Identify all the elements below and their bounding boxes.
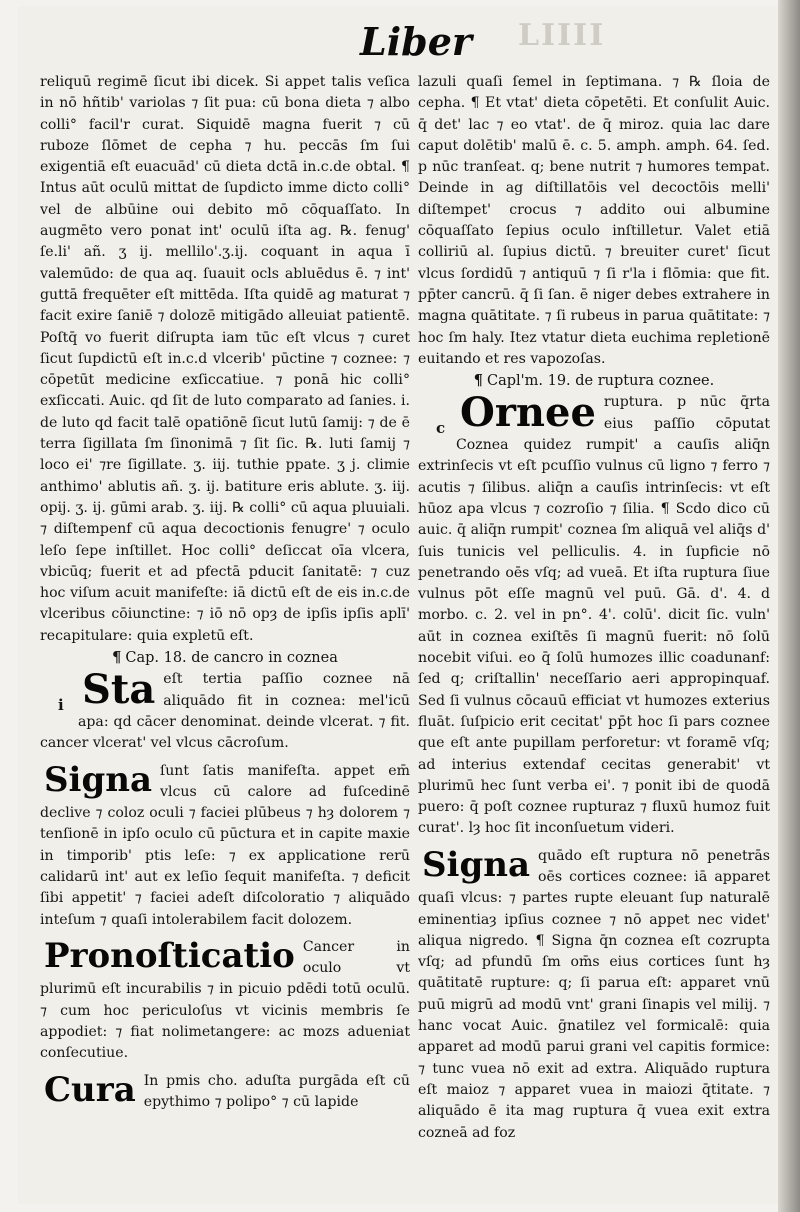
chapter-18-block	[40, 666, 410, 754]
left-column	[40, 72, 410, 1113]
right-column	[418, 72, 770, 1144]
cura-section	[40, 1071, 410, 1114]
right-opening-paragraph: lazuli quaſi ſemel in ſeptimana. ⁊ ℞ ſloia de cepha. ¶ Et vtat' dieta cōpetēti. Et conſulit Auic. q̄ det' lac ⁊ eo vtat'. de q̄ miroz. quia lac dare caput dolētib' malū ē. c. 5. amph. amph. 64. ſed. p nūc tranſeat. q; bene nutrit ⁊ humores tempat. Deinde in ag diſtillatōis vel decoctōis melli' diſtempet' crocus ⁊ addito oui albumine cōquaſſato ſepius oculo inſtilletur. Valet etiā colliriū al. ſupius dictū. ⁊ breuiter curet' ſicut vlcus ſordidū ⁊ antiquū ⁊ ſi r'la i flōmia: que fit. pp̄ter cancrū. q̄ ſi ſan. ē niger debes extrahere in magna quātitate. ⁊ ſi rubeus in parua quātitate: ⁊ hoc ſm haly. Itez vtatur dieta euchima repletionē euitando et res vapozoſas.	[418, 74, 770, 367]
drop-heading-signa: Signa	[44, 759, 152, 800]
chapter-19-block	[418, 389, 770, 839]
signa-paragraph-1: ſunt ſatis manifeſta. appet em̄ vlcus cū calore ad fuſcedinē declive ⁊ coloz oculi ⁊ faciei plūbeus ⁊ hȝ dolorem ⁊ tenſionē in ipſo oculo cū pūctura et in capite maxie in timporib' ptis leſe: ⁊ ex applicatione rerū calidarū int' aut ex leſio ſequit manifeſta. ⁊ deficit ſibi appetit' ⁊ faciei adeſt diſcoloratio ⁊ aliquādo inteſum ⁊ quaſi intolerabilem facit dolozem.	[40, 762, 410, 928]
prognostic-paragraph: Cancer in oculo vt plurimū eſt incurabilis ⁊ in picuio pdēdi totū oculū. ⁊ cum hoc periculoſus vt vicinis membris ſe appodiet: ⁊ fiat nolimetangere: ac mozs adueniat conſecutiue.	[40, 938, 410, 1062]
drop-heading-pronosticatio: Pronoſticatio	[44, 935, 295, 976]
book-gutter	[778, 0, 800, 1212]
signa-section-2	[418, 846, 770, 1144]
drop-heading-signa: Signa	[422, 844, 530, 885]
chapter-18-title: Cap. 18. de cancro in coznea	[125, 650, 338, 667]
pilcrow-icon: ¶	[473, 372, 483, 390]
chapter-19-title: Capl'm. 19. de ruptura coznee.	[486, 373, 715, 390]
cura-paragraph: In pmis cho. aduſta purgāda eſt cū epythimo ⁊ polipo° ⁊ cū lapide	[143, 1072, 410, 1110]
running-head: Liber	[360, 19, 472, 64]
drop-cap-ornee: Ornee	[460, 389, 596, 437]
left-opening-paragraph: reliquū regimē ſicut ibi dicek. Si appet talis veſica in nō hñtib' variolas ⁊ ſit pua: cū bona dieta ⁊ albo colli° facil'r curat. Siquidē magna fuerit ⁊ cū ruboze ſlōmet de cepha ⁊ hu. peccās ſm ſui exigentiā eſt euacuād' cū dieta dctā in.c.de obtal. ¶ Intus aūt oculū mittat de ſupdicto imme dicto colli° vel de albūine oui debito mō cōquaſſato. In augmēto vero ponat int' oculū iſta ag. ℞. fenug' ſe.li' añ. ʒ ij. mellilo'.ʒ.ij. coquant in aqua ī valemūdo: de qua aq. ſuauit ocls abluēdus ē. ⁊ int' guttā frequēter eſt mittēda. Iſta quidē ag maturat ⁊ facit exire ſaniē ⁊ dolozē mitigādo alleuiat patientē. Poſtq̄ vo fuerit diſrupta iam tūc eſt vlcus ⁊ curet ſicut ſupdictū eſt in.c.d vlcerib' pūctine ⁊ coznee: ⁊ cōpetūt medicine exſiccatiue. ⁊ ponā hic colli° exſiccati. Auic. qd ſit de luto comparato ad ſanies. i. de luto qd facit talē opatiōnē ſicut lutū ſamij: ⁊ de ē terra ſigillata ſm ſinonimā ⁊ ſit ſic. ℞. luti ſamij ⁊ loco ei' ⁊re ſigillate. ʒ. iij. tuthie ppate. ʒ j. climie anthimo' ablutis añ. ʒ. ij. batiture eris ablute. ʒ. iij. opij. ʒ. ij. gūmi arab. ʒ. iij. ℞ colli° cū aqua pluuiali. ⁊ diſtempenf cū aqua decoctionis fenugre' ⁊ oculo leſo ſepe inſtillet. Hoc colli° deſiccat oīa vlcera, vbicūq; fuerit et ad pfectā pducit ſanitatē: ⁊ cuz hoc viſum acuit manifeſte: iā dictū eſt de eis in.c.de vlceribus cōiunctine: ⁊ iō nō opȝ de ipſis ipſis aplī' recapitulare: quia expletū eſt.	[40, 74, 410, 644]
guide-initial: c	[436, 419, 446, 438]
prognostic-section	[40, 937, 410, 1065]
chapter-19-paragraph: ruptura. p nūc q̄rta eius paſſio cōputat Coznea quidez rumpit' a cauſis aliq̄n extrinſecis vt eſt pcuſſio vulnus cū ligno ⁊ ferro ⁊ acutis ⁊ ſilibus. aliq̄n a cauſis intrinſecis: vt eſt hūoz apa vlcus ⁊ cozroſio ⁊ ſilia. ¶ Scdo dico cū auic. q̄ aliq̄n rumpit' coznea ſm aliquā vel aliq̄s d' ſuis tunicis vel pelliculis. 4. in ſupficie nō penetrando oēs vſq; ad vueā. Et iſta ruptura ſiue vulnus pōt eſſe magnū vel puū. Gā. d'. 4. d morbo. c. 2. vel in pn°. 4'. colū'. dicit ſic. vuln' aūt in coznea exiſtēs ſi magnū fuerit: nō ſolū nocebit viſui. eo q̄ ſolū humozes illic coadunanf: ſed q; criſtallin' neceſſario aeri appropinquaf. Sed ſi vulnus cōcauū efficiat vt humozes exterius fluāt. ſuſpicio erit cecitat' pp̄t hoc ſi pars coznee que eſt ante pupillam perforetur: vt foramē vſq; ad interius extendaf cecitas generabit' vt plurimū hec ſunt verba ei'. ⁊ ponit ibi de quodā puero: q̄ poſt coznee rupturaz ⁊ fluxū humoz fuit curat'. lȝ hoc ſit inconſuetum videri.	[418, 394, 770, 837]
signa-paragraph-2: quādo eſt ruptura nō penetrās oēs cortices coznee: iā apparet quaſi vlcus: ⁊ partes rupte eleuant ſup naturalē eminentiaȝ ipſius coznee ⁊ nō appet nec videt' aliqua nigredo. ¶ Signa q̄n coznea eſt cozrupta vſq; ad pfundū ſm om̄s eius cortices ſunt hȝ quātitatē rupture: q; ſi parua eſt: apparet vnū puū migrū ad modū vnt' grani ſinapis vel milij. ⁊ hanc vocat Auic. ḡnatilez vel formicalē: quia apparet ad modū parui grani vel capitis formice: ⁊ tunc vuea nō exit ad extra. Aliquādo ruptura eſt maioz ⁊ apparet vuea in maiozi q̄titate. ⁊ aliquādo ē ita mag ruptura q̄ vuea exit extra cozneā ad foz	[418, 847, 770, 1141]
guide-initial: i	[58, 696, 64, 715]
chapter-18-paragraph: eſt tertia paſſio coznee nā aliquādo fit in coznea: mel'icū apa: qd cācer denominat. deinde vlcerat. ⁊ fit. cancer vlcerat' vel vlcus cācroſum.	[40, 671, 410, 752]
drop-heading-cura: Cura	[44, 1069, 136, 1110]
show-through-text: LIIII	[518, 18, 606, 53]
signa-section-1	[40, 761, 410, 931]
drop-cap-sta: Sta	[82, 666, 156, 714]
pilcrow-icon: ¶	[112, 649, 122, 667]
